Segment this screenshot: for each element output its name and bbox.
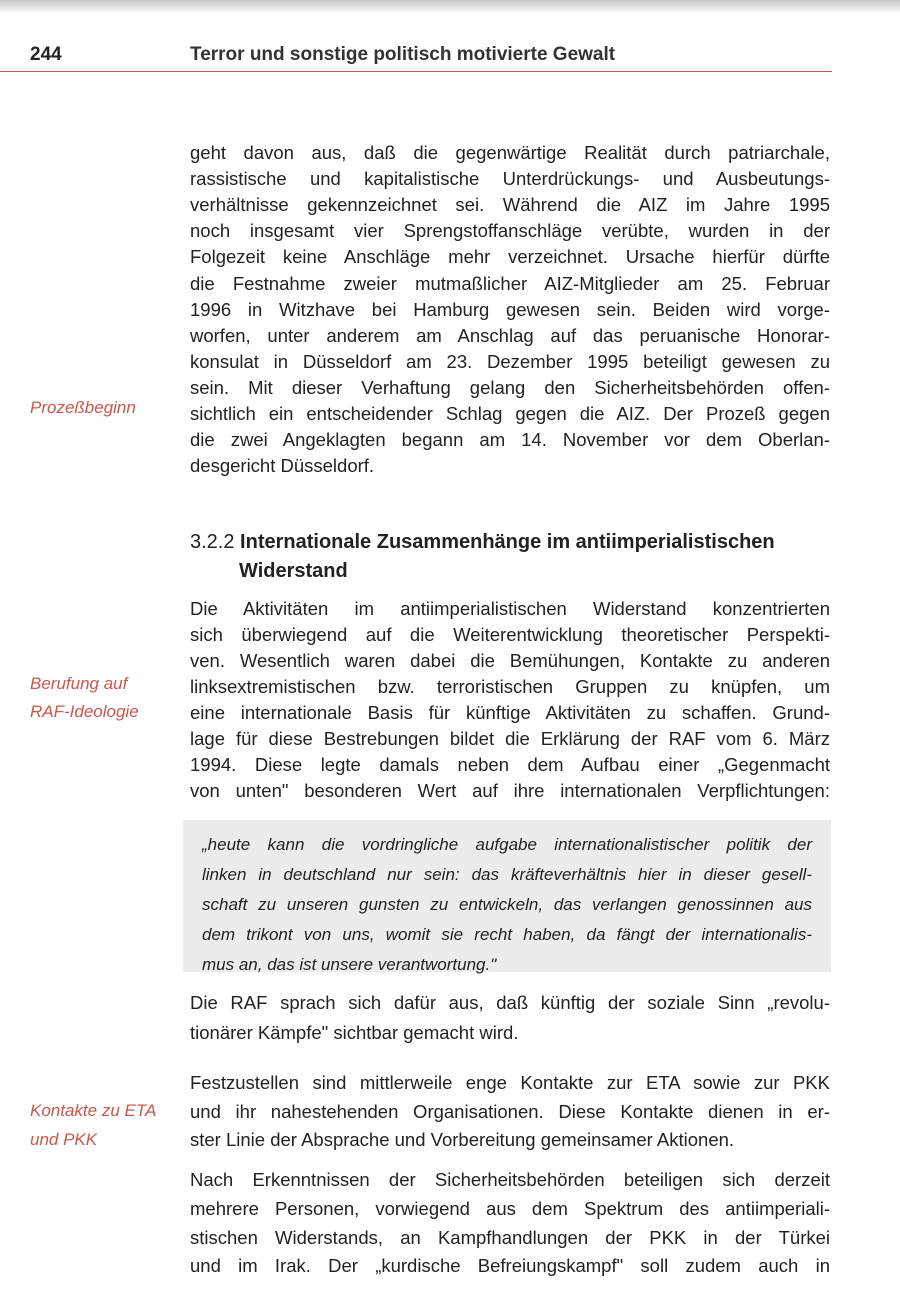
text-line: tionärer Kämpfe" sichtbar gemacht wird. — [190, 1022, 519, 1043]
scan-edge-shadow — [0, 0, 900, 14]
text-line: die Festnahme zweier mutmaßlicher AIZ-Mitglieder am 25. Februar — [190, 272, 830, 294]
text-line: linksextremistischen bzw. terroristischen Gruppen zu knüpfen, um — [190, 676, 830, 697]
text-line: lage für diese Bestrebungen bildet die Erklärung der RAF vom 6. März — [190, 728, 830, 749]
text-line: und im Irak. Der „kurdische Befreiungskampf" soll zudem auch in — [190, 1255, 830, 1277]
page-number: 244 — [30, 44, 62, 65]
text-line: geht davon aus, daß die gegenwärtige Realität durch patriarchale, — [190, 142, 830, 163]
text-line: von unten" besonderen Wert auf ihre internationalen Verpflichtungen: — [190, 780, 830, 801]
text-line: die zwei Angeklagten begann am 14. November vor dem Oberlan- — [190, 429, 830, 451]
margin-note-berufung-2: RAF-Ideologie — [30, 702, 139, 721]
text-line: ven. Wesentlich waren dabei die Bemühungen, Kontakte zu anderen — [190, 650, 830, 671]
text-line: sein. Mit dieser Verhaftung gelang den Sicherheitsbehörden offen- — [190, 376, 830, 398]
text-line: konsulat in Düsseldorf am 23. Dezember 1995 beteiligt gewesen zu — [190, 350, 830, 372]
header-rule — [0, 71, 832, 72]
section-heading — [190, 531, 775, 554]
text-line: 1994. Diese legte damals neben dem Aufbau einer „Gegenmacht — [190, 754, 830, 775]
text-line: eine internationale Basis für künftige Aktivitäten zu schaffen. Grund- — [190, 702, 830, 723]
running-header: Terror und sonstige politisch motivierte Gewalt — [190, 44, 616, 65]
text-line: mus an, das ist unsere verantwortung." — [202, 955, 497, 974]
text-line: schaft zu unseren gunsten zu entwickeln, das verlangen genossinnen aus — [202, 895, 812, 914]
text-line: sich überwiegend auf die Weiterentwicklung theoretischer Perspekti- — [190, 624, 830, 645]
section-title-line1: Internationale Zusammenhänge im antiimperialistischen — [240, 531, 775, 553]
section-title-line2: Widerstand — [239, 560, 348, 582]
text-line: Die Aktivitäten im antiimperialistischen Widerstand konzentrierten — [190, 598, 830, 619]
text-line: desgericht Düsseldorf. — [190, 455, 375, 477]
text-line: mehrere Personen, vorwiegend aus dem Spektrum des antiimperiali- — [190, 1197, 830, 1219]
text-line: linken in deutschland nur sein: das kräfteverhältnis hier in dieser gesell- — [202, 865, 812, 884]
margin-note-prozessbeginn: Prozeßbeginn — [30, 398, 136, 417]
text-line: Nach Erkenntnissen der Sicherheitsbehörden beteiligen sich derzeit — [190, 1169, 830, 1190]
text-line: verhältnisse gekennzeichnet sei. Während die AIZ im Jahre 1995 — [190, 194, 830, 216]
text-line: „heute kann die vordringliche aufgabe internationalistischer politik der — [202, 835, 812, 854]
text-line: rassistische und kapitalistische Unterdrückungs- und Ausbeutungs- — [190, 168, 830, 190]
text-line: ster Linie der Absprache und Vorbereitung gemeinsamer Aktionen. — [190, 1129, 735, 1150]
text-line: Die RAF sprach sich dafür aus, daß künftig der soziale Sinn „revolu- — [190, 992, 830, 1013]
margin-note-kontakte-1: Kontakte zu ETA — [30, 1101, 157, 1120]
text-line: worfen, unter anderem am Anschlag auf das peruanische Honorar- — [190, 324, 830, 346]
text-line: und ihr nahestehenden Organisationen. Diese Kontakte dienen in er- — [190, 1100, 830, 1122]
margin-note-berufung-1: Berufung auf — [30, 674, 128, 693]
text-line: sichtlich ein entscheidender Schlag gegen die AIZ. Der Prozeß gegen — [190, 403, 830, 424]
text-line: dem trikont von uns, womit sie recht haben, da fängt der internationalis- — [202, 925, 812, 944]
section-number: 3.2.2 — [190, 531, 235, 553]
text-line: stischen Widerstands, an Kampfhandlungen der PKK in der Türkei — [190, 1226, 830, 1248]
text-line: 1996 in Witzhave bei Hamburg gewesen sein. Beiden wird vorge- — [190, 298, 830, 320]
text-line: Festzustellen sind mittlerweile enge Kontakte zur ETA sowie zur PKK — [190, 1072, 830, 1093]
margin-note-kontakte-2: und PKK — [30, 1130, 98, 1149]
text-line: noch insgesamt vier Sprengstoffanschläge verübte, wurden in der — [190, 220, 830, 242]
text-line: Folgezeit keine Anschläge mehr verzeichnet. Ursache hierfür dürfte — [190, 246, 830, 268]
